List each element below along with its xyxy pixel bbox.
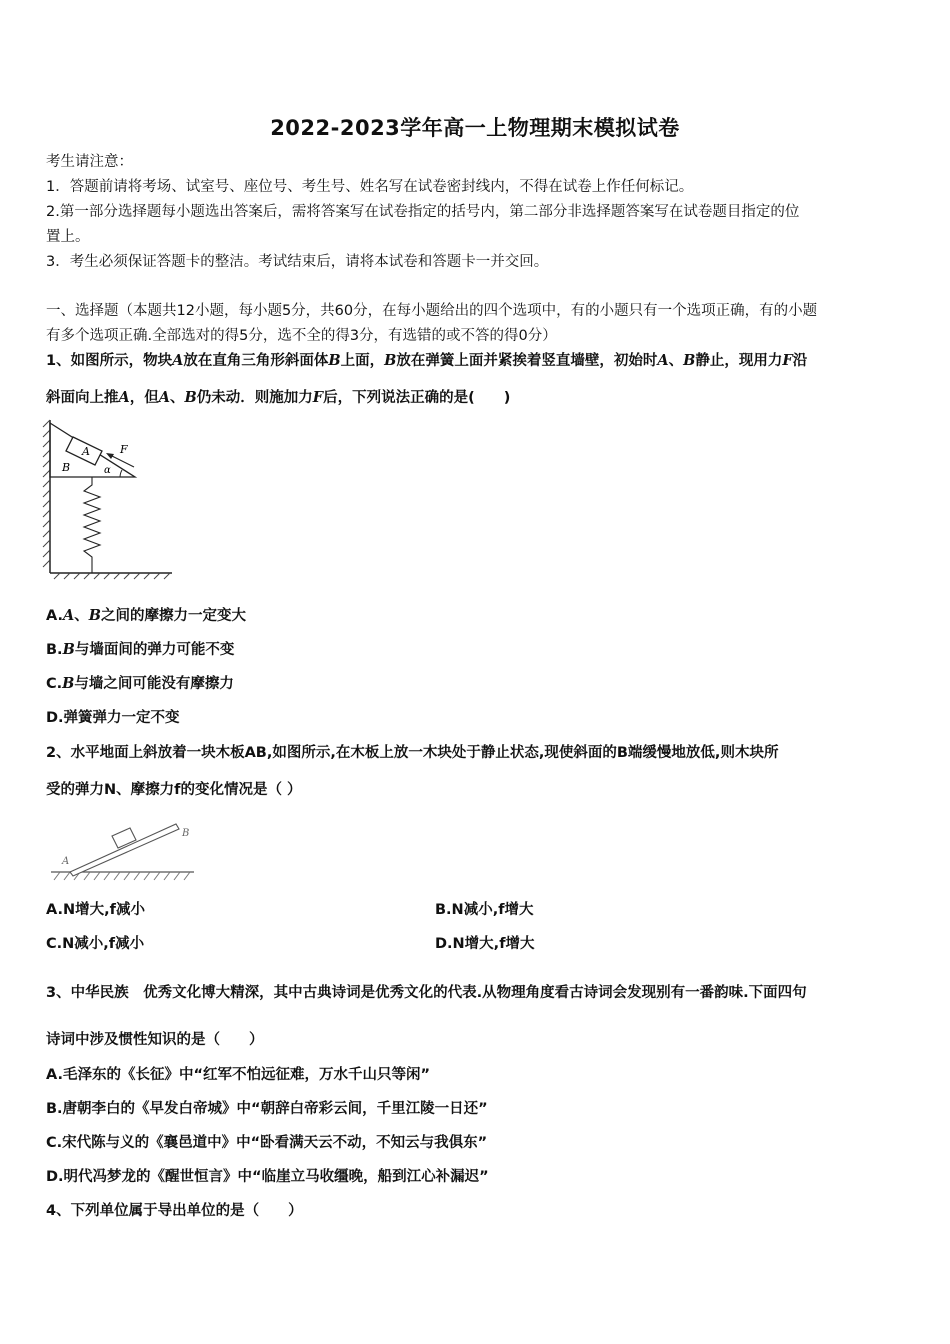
question-4-text: 4、下列单位属于导出单位的是（ ） xyxy=(46,1203,303,1219)
notice-item: 2.第一部分选择题每小题选出答案后，需将答案写在试卷指定的括号内，第二部分非选择题答案写在试卷题目指定的位 xyxy=(46,204,800,220)
notice-item: 置上。 xyxy=(46,229,90,245)
q3-option-d: D.明代冯梦龙的《醒世恒言》中“临崖立马收缰晚，船到江心补漏迟” xyxy=(46,1169,489,1185)
q3-option-b: B.唐朝李白的《早发白帝城》中“朝辞白帝彩云间，千里江陵一日还” xyxy=(46,1101,488,1117)
label-A: A xyxy=(62,856,70,867)
q1-option-c: C.B与墙之间可能没有摩擦力 xyxy=(46,675,234,692)
question-2-text: 受的弹力N、摩擦力f的变化情况是（ ） xyxy=(46,782,302,798)
q1-figure xyxy=(40,415,180,580)
q1-option-b: B.B与墙面间的弹力可能不变 xyxy=(46,641,235,658)
question-1-text: 1、如图所示，物块A放在直角三角形斜面体B上面，B放在弹簧上面并紧挨着竖直墙壁，初始时A、B静止，现用力F沿 xyxy=(46,352,808,369)
page-title: 2022-2023学年高一上物理期末模拟试卷 xyxy=(270,116,680,140)
q1-option-a: A.A、B之间的摩擦力一定变大 xyxy=(46,607,247,624)
label-F: F xyxy=(120,443,128,456)
q3-option-a: A.毛泽东的《长征》中“红军不怕远征难，万水千山只等闲” xyxy=(46,1067,431,1083)
label-B: B xyxy=(182,828,190,839)
label-alpha: α xyxy=(104,465,111,476)
label-A: A xyxy=(82,445,90,458)
q2-option-a: A.N增大,f减小 xyxy=(46,902,145,918)
q2-option-d: D.N增大,f增大 xyxy=(435,936,535,952)
section-instructions: 有多个选项正确.全部选对的得5分，选不全的得3分，有选错的或不答的得0分） xyxy=(46,328,557,344)
section-instructions: 一、选择题（本题共12小题，每小题5分，共60分，在每小题给出的四个选项中，有的小题只有一个选项正确，有的小题 xyxy=(46,303,818,319)
q3-option-c: C.宋代陈与义的《襄邑道中》中“卧看满天云不动，不知云与我俱东” xyxy=(46,1135,488,1151)
notice-item: 3．考生必须保证答题卡的整洁。考试结束后，请将本试卷和答题卡一并交回。 xyxy=(46,254,549,270)
q2-option-b: B.N减小,f增大 xyxy=(435,902,534,918)
notice-heading: 考生请注意： xyxy=(46,154,133,170)
q1-option-d: D.弹簧弹力一定不变 xyxy=(46,710,180,726)
notice-item: 1．答题前请将考场、试室号、座位号、考生号、姓名写在试卷密封线内，不得在试卷上作任何标记。 xyxy=(46,179,694,195)
q2-figure xyxy=(46,814,201,884)
question-2-text: 2、水平地面上斜放着一块木板AB,如图所示,在木板上放一木块处于静止状态,现使斜面的B端缓慢地放低,则木块所 xyxy=(46,745,779,761)
question-3-text: 诗词中涉及惯性知识的是（ ） xyxy=(46,1032,264,1048)
question-1-text: 斜面向上推A，但A、B仍未动．则施加力F后，下列说法正确的是( ) xyxy=(46,389,511,406)
label-B: B xyxy=(62,461,71,474)
question-3-text: 3、中华民族 优秀文化博大精深，其中古典诗词是优秀文化的代表.从物理角度看古诗词会发现别有一番韵味.下面四句 xyxy=(46,985,807,1001)
q2-option-c: C.N减小,f减小 xyxy=(46,936,145,952)
